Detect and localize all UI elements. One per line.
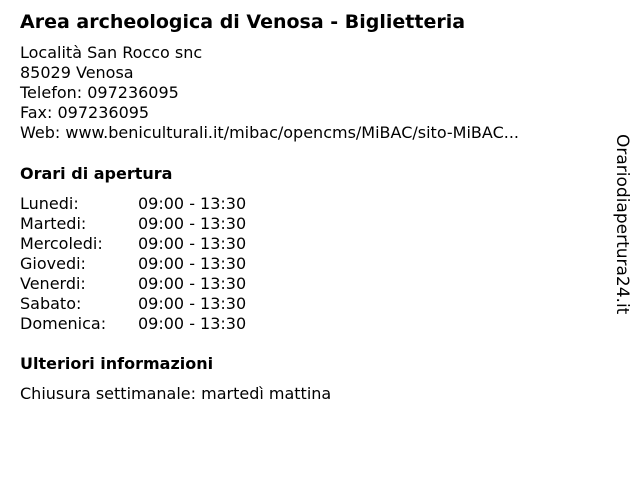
address-city: 85029 Venosa xyxy=(20,63,134,82)
day-label: Sabato: xyxy=(20,294,82,313)
more-info-text: Chiusura settimanale: martedì mattina xyxy=(20,384,332,403)
address-block xyxy=(20,43,519,143)
fax-number: Fax: 097236095 xyxy=(20,103,150,122)
time-range: 09:00 - 13:30 xyxy=(138,234,247,253)
time-range: 09:00 - 13:30 xyxy=(138,294,247,313)
day-label: Mercoledi: xyxy=(20,234,103,253)
day-label: Lunedi: xyxy=(20,194,79,213)
page-title: Area archeologica di Venosa - Biglietteria xyxy=(20,11,466,33)
phone-number: Telefon: 097236095 xyxy=(20,83,179,102)
day-label: Giovedi: xyxy=(20,254,86,273)
time-range: 09:00 - 13:30 xyxy=(138,314,247,333)
more-info-heading: Ulteriori informazioni xyxy=(20,354,214,373)
time-range: 09:00 - 13:30 xyxy=(138,254,247,273)
address-street: Località San Rocco snc xyxy=(20,43,203,62)
time-range: 09:00 - 13:30 xyxy=(138,214,247,233)
day-label: Venerdi: xyxy=(20,274,86,293)
website-link[interactable]: Web: www.beniculturali.it/mibac/opencms/MiBAC/sito-MiBAC... xyxy=(20,123,519,142)
time-range: 09:00 - 13:30 xyxy=(138,274,247,293)
site-watermark: Orariodiapertura24.it xyxy=(612,134,632,315)
day-label: Martedi: xyxy=(20,214,87,233)
opening-hours-heading: Orari di apertura xyxy=(20,164,173,183)
time-range: 09:00 - 13:30 xyxy=(138,194,247,213)
day-label: Domenica: xyxy=(20,314,107,333)
